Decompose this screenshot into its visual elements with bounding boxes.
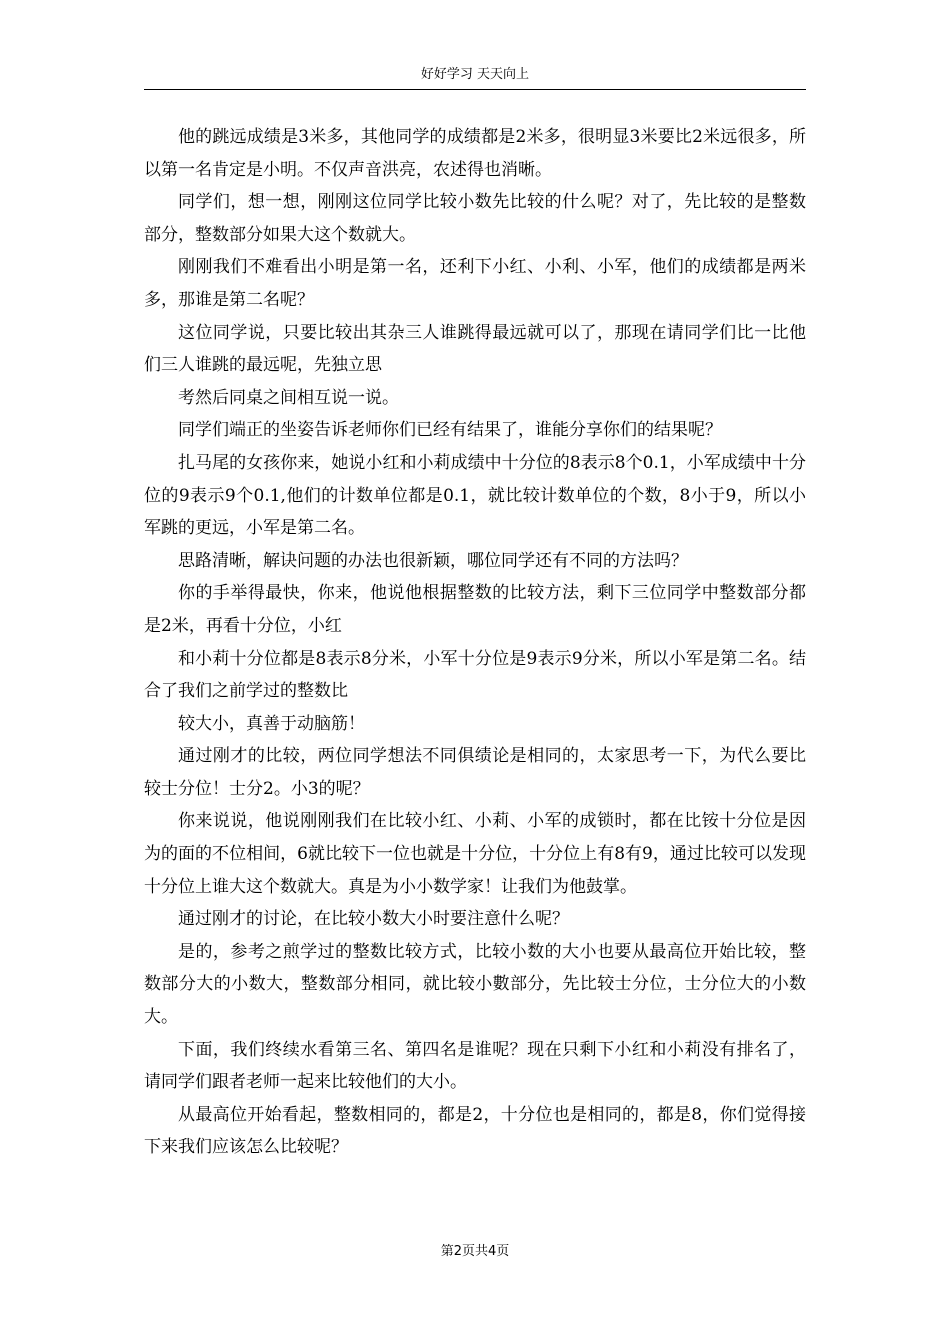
paragraph: 思路清晰，解诀问题的办法也很新颖，哪位同学还有不同的方法吗？ (178, 550, 688, 571)
paragraph: 同学们，想一想，刚刚这位同学比较小数先比较的什么呢？对了，先比较的是整数部分，整数部分如果大这个数就大。 (144, 192, 806, 245)
paragraph: 是的，参考之煎学过的整数比较方式，比较小数的大小也要从最高位开始比较，整数部分大的小数大，整数部分相同，就比较小數部分，先比较士分位，士分位大的小数大。 (144, 941, 806, 1028)
paragraph: 同学们端正的坐姿告诉老师你们已经有结果了，谁能分享你们的结果呢？ (178, 420, 722, 441)
page-footer: 第2页共4页 (440, 1244, 510, 1259)
paragraph: 下面，我们终续水看第三名、第四名是谁呢？现在只剩下小红和小莉没有排名了，请同学们跟者老师一起来比较他们的大小。 (144, 1039, 806, 1093)
paragraph: 这位同学说，只要比较出其杂三人谁跳得最远就可以了，那现在请同学们比一比他们三人谁跳的最远呢，先独立思 (144, 322, 806, 376)
paragraph: 刚刚我们不难看出小明是第一名，还利下小红、小利、小军，他们的成绩都是两米多，那谁是第二名呢？ (144, 257, 806, 310)
paragraph: 你的手举得最快，你来，他说他根据整数的比较方法，剩下三位同学中整数部分都是2米，再看十分位，小红 (144, 583, 806, 636)
paragraph: 从最高位开始看起，整数相同的，都是2，十分位也是相同的，都是8，你们觉得接下来我们应该怎么比较呢？ (144, 1104, 806, 1158)
paragraph: 你来说说，他说刚刚我们在比较小红、小莉、小军的成锁时，都在比铵十分位是因为的面的不位相间，6就比较下一位也就是十分位，十分位上有8有9，通过比较可以发现十分位上谁大这个数就大。真是为小小数学家！让我们为他鼓掌。 (144, 811, 806, 897)
paragraph: 扎马尾的女孩你来，她说小红和小莉成绩中十分位的8表示8个0.1，小军成绩中十分位的9表示9个0.1,他们的计数单位都是0.1，就比较计数单位的个数，8小于9，所以小军跳的更远，小军是第二名。 (144, 452, 806, 539)
paragraph: 他的跳远成绩是3米多，其他同学的成绩都是2米多，很明显3米要比2米远很多，所以第一名肯定是小明。不仅声音洪亮，农述得也消晰。 (144, 127, 806, 180)
paragraph: 通过刚才的比较，两位同学想法不同俱绩论是相同的，太家思考一下，为代么要比较士分位！士分2。小3的呢？ (144, 746, 806, 799)
paragraph: 通过刚才的讨论，在比较小数大小时要注意什么呢？ (178, 909, 569, 930)
page-header: 好好学习 天天向上 (144, 66, 806, 90)
document-body (144, 121, 806, 1164)
paragraph: 较大小，真善于动脑筋！ (178, 713, 365, 734)
paragraph: 和小莉十分位都是8表示8分米，小军十分位是9表示9分米，所以小军是第二名。结合了我们之前学过的整数比 (144, 648, 806, 702)
paragraph: 考然后同桌之间相互说一说。 (178, 387, 399, 408)
